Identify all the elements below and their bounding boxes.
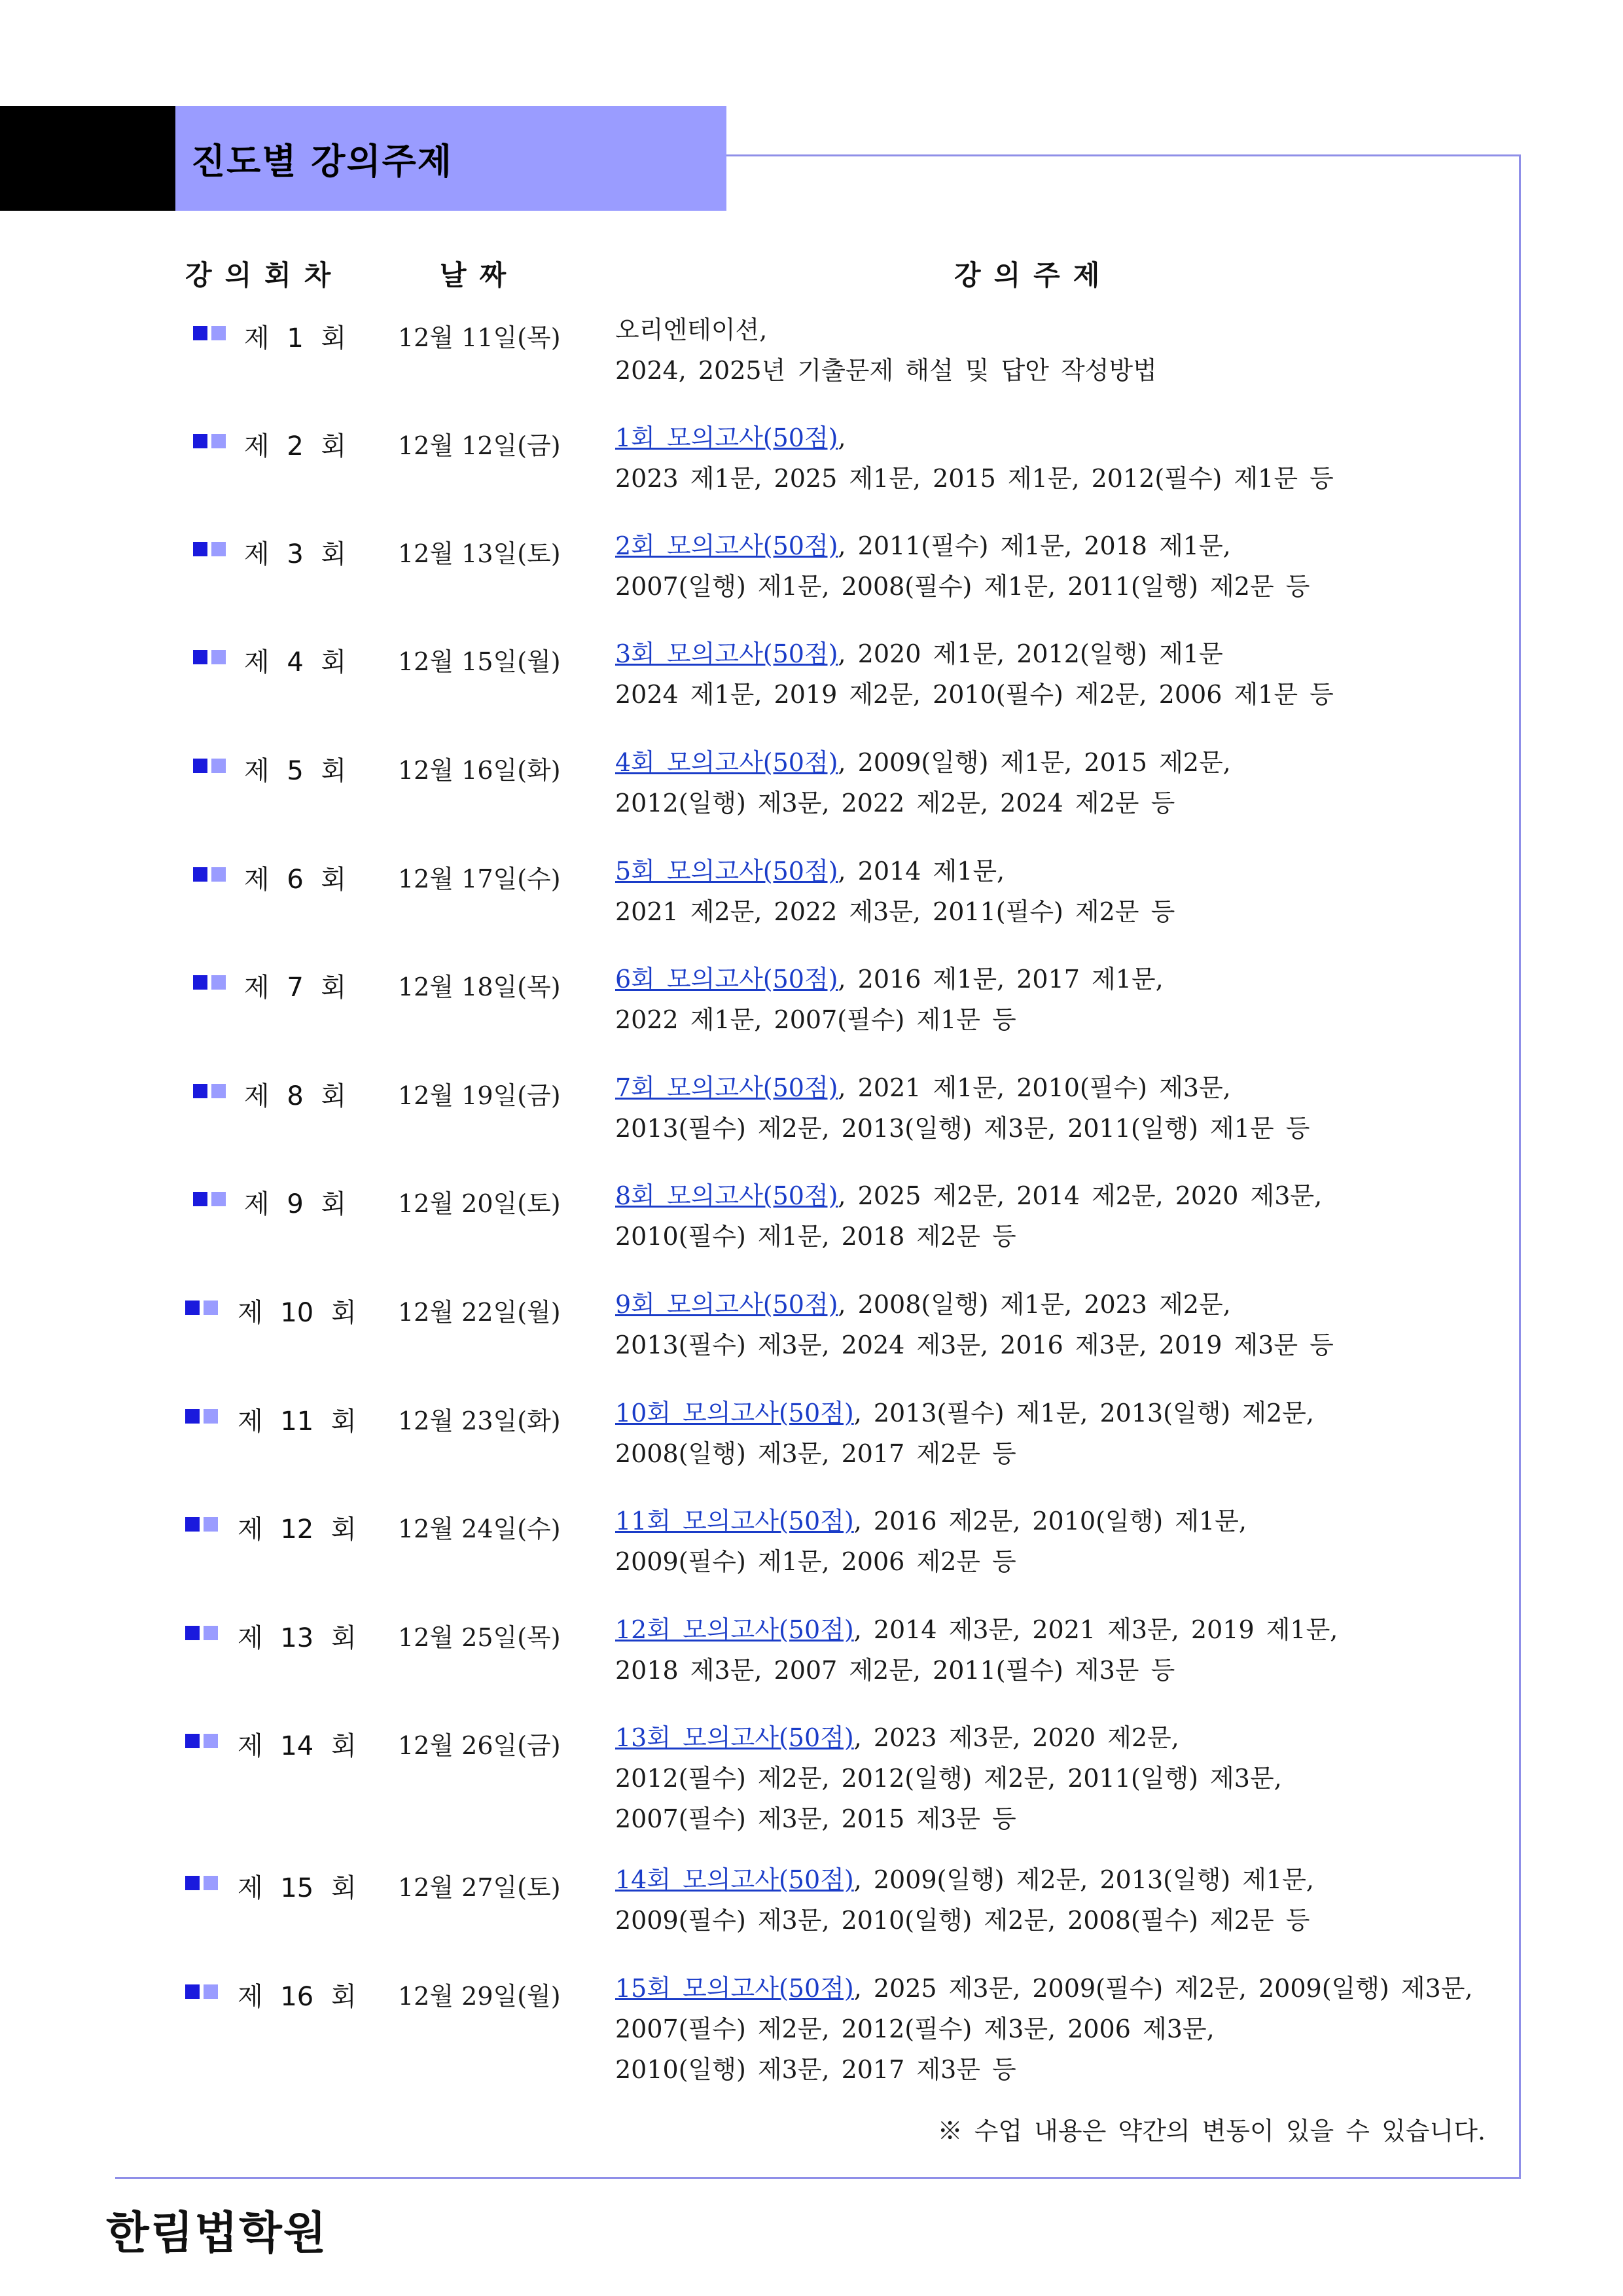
session-topic [615, 418, 1334, 499]
session-date: 12월 11일(목) [398, 323, 561, 352]
session-number: 제 14 회 [238, 1731, 357, 1761]
topic-line: 2010(필수) 제1문, 2018 제2문 등 [615, 1222, 1016, 1251]
bullet-square-light-icon [211, 542, 226, 556]
page-title: 진도별 강의주제 [191, 140, 453, 182]
bullet-square-light-icon [204, 1300, 218, 1315]
mock-exam-link[interactable]: 13회 모의고사(50점) [615, 1723, 854, 1752]
topic-line: 2018 제3문, 2007 제2문, 2011(필수) 제3문 등 [615, 1656, 1175, 1685]
topic-line [615, 418, 1334, 458]
session-date: 12월 15일(월) [398, 647, 561, 676]
topic-text: , 2016 제2문, 2010(일행) 제1문, [853, 1507, 1247, 1535]
mock-exam-link[interactable]: 4회 모의고사(50점) [615, 748, 838, 777]
topic-line [615, 742, 1231, 783]
column-header-date: 날짜 [440, 259, 520, 291]
session-date: 12월 13일(토) [398, 539, 561, 568]
session-number: 제 7 회 [244, 973, 347, 1003]
session-topic [615, 1717, 1282, 1839]
bullet-square-light-icon [211, 650, 226, 664]
session-date: 12월 16일(화) [398, 756, 561, 785]
mock-exam-link[interactable]: 12회 모의고사(50점) [615, 1615, 854, 1644]
session-number: 제 13 회 [238, 1623, 357, 1653]
topic-text: , 2014 제1문, [838, 857, 1005, 886]
session-number: 제 3 회 [244, 539, 347, 569]
topic-line: 2012(필수) 제2문, 2012(일행) 제2문, 2011(일행) 제3문, [615, 1764, 1282, 1793]
session-number: 제 16 회 [238, 1982, 357, 2012]
session-date: 12월 18일(목) [398, 973, 561, 1001]
topic-line [615, 1859, 1314, 1900]
session-date: 12월 29일(월) [398, 1982, 561, 2011]
session-date: 12월 19일(금) [398, 1081, 561, 1110]
bullet-square-light-icon [211, 434, 226, 448]
session-topic [615, 1175, 1322, 1257]
topic-text: , 2020 제1문, 2012(일행) 제1문 [838, 639, 1223, 668]
bullet-square-dark-icon [185, 1734, 200, 1748]
header-band [175, 106, 726, 211]
session-number: 제 15 회 [238, 1873, 357, 1903]
topic-text: , 2011(필수) 제1문, 2018 제1문, [838, 531, 1231, 560]
bullet-square-dark-icon [185, 1626, 200, 1640]
session-number: 제 10 회 [238, 1298, 357, 1328]
mock-exam-link[interactable]: 2회 모의고사(50점) [615, 531, 838, 560]
topic-line [615, 1067, 1310, 1108]
session-number: 제 4 회 [244, 647, 347, 677]
session-topic [615, 1609, 1338, 1691]
bullet-square-dark-icon [185, 1409, 200, 1424]
session-date: 12월 26일(금) [398, 1731, 561, 1760]
session-date: 12월 27일(토) [398, 1873, 561, 1902]
topic-line [615, 1175, 1322, 1216]
bullet-square-dark-icon [193, 1084, 207, 1098]
topic-line: 2007(필수) 제3문, 2015 제3문 등 [615, 1804, 1016, 1833]
mock-exam-link[interactable]: 10회 모의고사(50점) [615, 1399, 854, 1427]
topic-line [615, 1501, 1247, 1541]
session-topic [615, 1067, 1310, 1149]
mock-exam-link[interactable]: 6회 모의고사(50점) [615, 965, 838, 994]
frame-top-line [726, 154, 1521, 156]
mock-exam-link[interactable]: 11회 모의고사(50점) [615, 1507, 854, 1535]
topic-text: , 2025 제3문, 2009(필수) 제2문, 2009(일행) 제3문, [853, 1974, 1473, 2003]
frame-bottom-line [115, 2177, 1521, 2179]
session-topic [615, 1859, 1314, 1941]
topic-line: 2024, 2025년 기출문제 해설 및 답안 작성방법 [615, 356, 1157, 385]
session-date: 12월 24일(수) [398, 1515, 561, 1543]
topic-line: 2013(필수) 제3문, 2024 제3문, 2016 제3문, 2019 제3문 등 [615, 1331, 1334, 1359]
topic-text: , 2016 제1문, 2017 제1문, [838, 965, 1164, 994]
bullet-square-light-icon [204, 1409, 218, 1424]
topic-line: 2009(필수) 제1문, 2006 제2문 등 [615, 1547, 1016, 1576]
header-black-block [0, 106, 175, 211]
topic-line: 2012(일행) 제3문, 2022 제2문, 2024 제2문 등 [615, 789, 1175, 817]
topic-line: 2010(일행) 제3문, 2017 제3문 등 [615, 2055, 1016, 2084]
bullet-square-light-icon [204, 1517, 218, 1532]
bullet-square-dark-icon [193, 326, 207, 340]
topic-line: 오리엔테이션, [615, 315, 768, 344]
session-topic [615, 742, 1231, 823]
mock-exam-link[interactable]: 9회 모의고사(50점) [615, 1290, 838, 1319]
academy-logo: 한림법학원 [106, 2208, 328, 2259]
topic-line [615, 526, 1310, 566]
session-number: 제 2 회 [244, 431, 347, 461]
mock-exam-link[interactable]: 5회 모의고사(50점) [615, 857, 838, 886]
mock-exam-link[interactable]: 14회 모의고사(50점) [615, 1865, 854, 1894]
session-date: 12월 20일(토) [398, 1189, 561, 1218]
mock-exam-link[interactable]: 15회 모의고사(50점) [615, 1974, 854, 2003]
topic-text: , 2021 제1문, 2010(필수) 제3문, [838, 1073, 1231, 1102]
topic-line [615, 1609, 1338, 1650]
bullet-square-dark-icon [193, 867, 207, 882]
bullet-square-dark-icon [193, 975, 207, 990]
topic-line: 2013(필수) 제2문, 2013(일행) 제3문, 2011(일행) 제1문 등 [615, 1114, 1310, 1143]
topic-line: 2022 제1문, 2007(필수) 제1문 등 [615, 1005, 1016, 1034]
topic-line: 2008(일행) 제3문, 2017 제2문 등 [615, 1439, 1016, 1468]
frame-right-line [1519, 154, 1521, 2179]
session-date: 12월 23일(화) [398, 1407, 561, 1435]
bullet-square-dark-icon [185, 1300, 200, 1315]
mock-exam-link[interactable]: 3회 모의고사(50점) [615, 639, 838, 668]
bullet-square-light-icon [211, 867, 226, 882]
topic-line: 2009(필수) 제3문, 2010(일행) 제2문, 2008(필수) 제2문 등 [615, 1906, 1310, 1935]
session-number: 제 1 회 [244, 323, 347, 353]
session-topic [615, 1284, 1334, 1365]
session-number: 제 6 회 [244, 865, 347, 895]
mock-exam-link[interactable]: 7회 모의고사(50점) [615, 1073, 838, 1102]
bullet-square-light-icon [204, 1876, 218, 1890]
change-notice: ※ 수업 내용은 약간의 변동이 있을 수 있습니다. [937, 2117, 1486, 2145]
column-header-topic: 강의주제 [954, 259, 1113, 291]
topic-text: , 2014 제3문, 2021 제3문, 2019 제1문, [853, 1615, 1338, 1644]
bullet-square-dark-icon [193, 650, 207, 664]
bullet-square-dark-icon [185, 1517, 200, 1532]
session-date: 12월 17일(수) [398, 865, 561, 893]
bullet-square-light-icon [204, 1984, 218, 1999]
session-number: 제 5 회 [244, 756, 347, 786]
session-topic [615, 1393, 1314, 1474]
bullet-square-dark-icon [193, 759, 207, 773]
bullet-square-dark-icon [193, 434, 207, 448]
session-number: 제 9 회 [244, 1189, 347, 1219]
bullet-square-dark-icon [193, 542, 207, 556]
topic-text: , 2009(일행) 제1문, 2015 제2문, [838, 748, 1231, 777]
topic-text: , 2023 제3문, 2020 제2문, [853, 1723, 1179, 1752]
topic-line [615, 1717, 1282, 1758]
mock-exam-link[interactable]: 8회 모의고사(50점) [615, 1181, 838, 1210]
topic-line [615, 959, 1164, 999]
session-date: 12월 22일(월) [398, 1298, 561, 1327]
topic-line [615, 851, 1175, 891]
topic-line [615, 1393, 1314, 1433]
bullet-square-light-icon [211, 975, 226, 990]
bullet-square-dark-icon [185, 1876, 200, 1890]
topic-line: 2024 제1문, 2019 제2문, 2010(필수) 제2문, 2006 제1문 등 [615, 680, 1334, 709]
session-topic [615, 310, 1157, 391]
bullet-square-dark-icon [185, 1984, 200, 1999]
session-topic [615, 634, 1334, 715]
topic-line: 2007(일행) 제1문, 2008(필수) 제1문, 2011(일행) 제2문 등 [615, 572, 1310, 601]
bullet-square-light-icon [211, 1084, 226, 1098]
bullet-square-light-icon [211, 759, 226, 773]
session-date: 12월 25일(목) [398, 1623, 561, 1652]
session-topic [615, 526, 1310, 607]
bullet-square-dark-icon [193, 1192, 207, 1206]
topic-text: , 2009(일행) 제2문, 2013(일행) 제1문, [853, 1865, 1314, 1894]
bullet-square-light-icon [204, 1626, 218, 1640]
bullet-square-light-icon [211, 1192, 226, 1206]
session-topic [615, 1968, 1473, 2090]
session-number: 제 11 회 [238, 1407, 357, 1437]
topic-text: , [838, 423, 846, 452]
session-number: 제 12 회 [238, 1515, 357, 1545]
mock-exam-link[interactable]: 1회 모의고사(50점) [615, 423, 838, 452]
topic-line [615, 1968, 1473, 2009]
bullet-square-light-icon [211, 326, 226, 340]
session-topic [615, 959, 1164, 1040]
topic-line [615, 1284, 1334, 1325]
topic-line: 2021 제2문, 2022 제3문, 2011(필수) 제2문 등 [615, 897, 1175, 926]
session-topic [615, 851, 1175, 932]
bullet-square-light-icon [204, 1734, 218, 1748]
topic-line: 2023 제1문, 2025 제1문, 2015 제1문, 2012(필수) 제1문 등 [615, 464, 1334, 493]
session-date: 12월 12일(금) [398, 431, 561, 460]
column-header-session: 강의회차 [185, 259, 344, 291]
topic-line [615, 634, 1334, 674]
topic-text: , 2013(필수) 제1문, 2013(일행) 제2문, [853, 1399, 1314, 1427]
topic-text: , 2025 제2문, 2014 제2문, 2020 제3문, [838, 1181, 1323, 1210]
session-number: 제 8 회 [244, 1081, 347, 1111]
topic-text: , 2008(일행) 제1문, 2023 제2문, [838, 1290, 1231, 1319]
topic-line: 2007(필수) 제2문, 2012(필수) 제3문, 2006 제3문, [615, 2015, 1215, 2043]
session-topic [615, 1501, 1247, 1582]
